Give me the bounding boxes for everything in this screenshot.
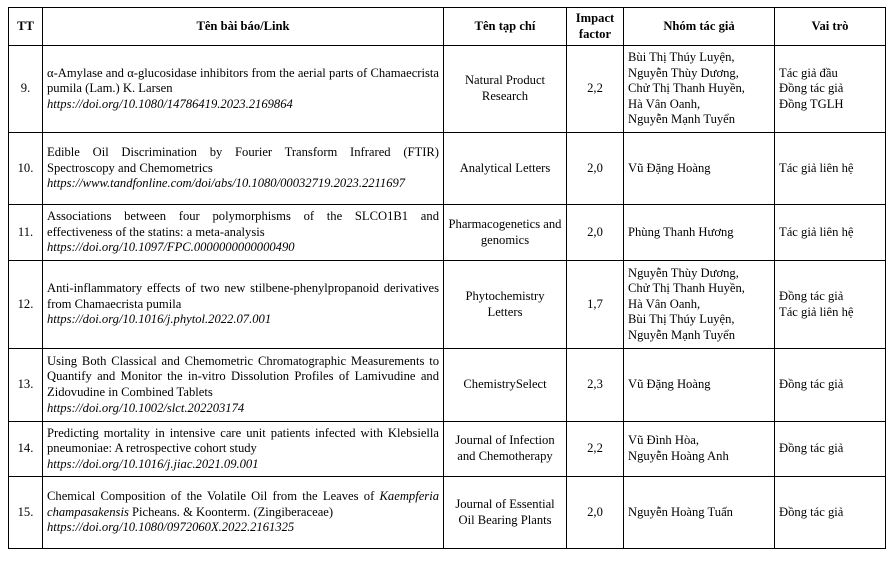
author-name: Chử Thị Thanh Huyền, (628, 281, 745, 296)
impact-factor: 2,0 (567, 133, 624, 205)
author-list (624, 422, 775, 477)
header-row (9, 8, 886, 46)
impact-factor: 2,0 (567, 477, 624, 549)
author-name: Bùi Thị Thúy Luyện, (628, 312, 735, 327)
author-list (624, 133, 775, 205)
species-name: Kaempferia champasakensis (47, 489, 439, 519)
role-item: Đồng tác giả (779, 377, 844, 392)
paper-cell (43, 422, 444, 477)
journal-name: Analytical Letters (444, 133, 567, 205)
table-row (9, 422, 886, 477)
role-list (775, 349, 886, 422)
impact-factor: 2,3 (567, 349, 624, 422)
role-item: Đồng tác giả (779, 81, 844, 96)
row-number: 9. (9, 46, 43, 133)
author-name: Chử Thị Thanh Huyền, (628, 81, 745, 96)
journal-name: Pharmacogenetics and genomics (444, 205, 567, 261)
table-row (9, 477, 886, 549)
table-row (9, 46, 886, 133)
paper-title: Using Both Classical and Chemometric Chromatographic Measurements to Quantify and Monitor the in-vitro Dissolution Profiles of Lamivudine and Zidovudine in Combined Tablets (47, 353, 439, 399)
paper-title: α-Amylase and α-glucosidase inhibitors from the aerial parts of Chamaecrista pumila (Lam.) K. Larsen (47, 65, 439, 96)
role-list (775, 133, 886, 205)
header-impact: Impact factor (567, 8, 624, 46)
role-item: Đồng TGLH (779, 96, 844, 111)
role-item: Tác giả liên hệ (779, 304, 854, 319)
paper-title-start: Chemical Composition of the Volatile Oil from the Leaves of (47, 489, 380, 504)
author-name: Nguyễn Hoàng Anh (628, 449, 729, 463)
paper-cell (43, 477, 444, 549)
table-row (9, 349, 886, 422)
paper-link[interactable]: https://www.tandfonline.com/doi/abs/10.1080/00032719.2023.2211697 (47, 176, 406, 191)
impact-factor: 2,2 (567, 422, 624, 477)
author-name: Nguyễn Thùy Dương, (628, 65, 739, 80)
author-list (624, 349, 775, 422)
row-number: 12. (9, 261, 43, 349)
table-row (9, 205, 886, 261)
author-list (624, 261, 775, 349)
header-role: Vai trò (775, 8, 886, 46)
author-name: Hà Vân Oanh, (628, 96, 701, 111)
publications-table (8, 7, 886, 549)
role-list (775, 261, 886, 349)
role-item: Đồng tác giả (779, 441, 844, 456)
author-name: Vũ Đặng Hoàng (628, 160, 711, 175)
journal-name: Journal of Infection and Chemotherapy (444, 422, 567, 477)
journal-name: Natural Product Research (444, 46, 567, 133)
impact-factor: 2,2 (567, 46, 624, 133)
paper-title: Edible Oil Discrimination by Fourier Transform Infrared (FTIR) Spectroscopy and Chemometrics (47, 145, 439, 175)
author-name: Nguyễn Mạnh Tuyển (628, 112, 736, 127)
paper-link[interactable]: https://doi.org/10.1097/FPC.0000000000000490 (47, 240, 295, 255)
paper-cell (43, 349, 444, 422)
paper-cell (43, 46, 444, 133)
journal-name: ChemistrySelect (444, 349, 567, 422)
paper-link[interactable]: https://doi.org/10.1080/14786419.2023.2169864 (47, 96, 293, 111)
row-number: 14. (9, 422, 43, 477)
author-list (624, 46, 775, 133)
table-row (9, 133, 886, 205)
role-item: Đồng tác giả (779, 504, 844, 519)
role-item: Tác giả liên hệ (779, 160, 854, 175)
role-list (775, 46, 886, 133)
role-list (775, 205, 886, 261)
author-name: Vũ Đình Hòa, (628, 433, 700, 448)
journal-name: Phytochemistry Letters (444, 261, 567, 349)
author-list (624, 477, 775, 549)
header-journal: Tên tạp chí (444, 8, 567, 46)
journal-name: Journal of Essential Oil Bearing Plants (444, 477, 567, 549)
table-row (9, 261, 886, 349)
impact-factor: 1,7 (567, 261, 624, 349)
paper-link[interactable]: https://doi.org/10.1002/slct.202203174 (47, 400, 245, 415)
author-name: Nguyễn Hoàng Tuấn (628, 504, 733, 519)
author-name: Nguyễn Mạnh Tuyển (628, 327, 736, 342)
author-name: Vũ Đặng Hoàng (628, 377, 711, 392)
header-tt: TT (9, 8, 43, 46)
role-item: Đồng tác giả (779, 288, 844, 303)
author-name: Hà Vân Oanh, (628, 296, 701, 311)
paper-link[interactable]: https://doi.org/10.1016/j.phytol.2022.07.001 (47, 312, 272, 327)
role-item: Tác giả liên hệ (779, 224, 854, 239)
paper-link[interactable]: https://doi.org/10.1016/j.jiac.2021.09.001 (47, 456, 259, 471)
header-authors: Nhóm tác giả (624, 8, 775, 46)
paper-title-end: Picheans. & Koonterm. (Zingiberaceae) (128, 504, 334, 519)
row-number: 15. (9, 477, 43, 549)
row-number: 10. (9, 133, 43, 205)
impact-factor: 2,0 (567, 205, 624, 261)
paper-cell (43, 205, 444, 261)
paper-link[interactable]: https://doi.org/10.1080/0972060X.2022.2161325 (47, 520, 295, 535)
author-name: Nguyễn Thùy Dương, (628, 265, 739, 280)
paper-title: Predicting mortality in intensive care unit patients infected with Klebsiella pneumoniae: A retrospective cohort study (47, 425, 439, 456)
header-title: Tên bài báo/Link (43, 8, 444, 46)
paper-title: Associations between four polymorphisms of the SLCO1B1 and effectiveness of the statins: a meta-analysis (47, 209, 439, 239)
paper-title: Anti-inflammatory effects of two new stilbene-phenylpropanoid derivatives from Chamaecrista pumila (47, 281, 439, 311)
author-list (624, 205, 775, 261)
role-list (775, 477, 886, 549)
role-list (775, 422, 886, 477)
row-number: 11. (9, 205, 43, 261)
paper-title (47, 489, 439, 519)
paper-cell (43, 261, 444, 349)
author-name: Phùng Thanh Hương (628, 224, 734, 239)
row-number: 13. (9, 349, 43, 422)
author-name: Bùi Thị Thúy Luyện, (628, 50, 735, 65)
paper-cell (43, 133, 444, 205)
role-item: Tác giả đầu (779, 65, 838, 80)
